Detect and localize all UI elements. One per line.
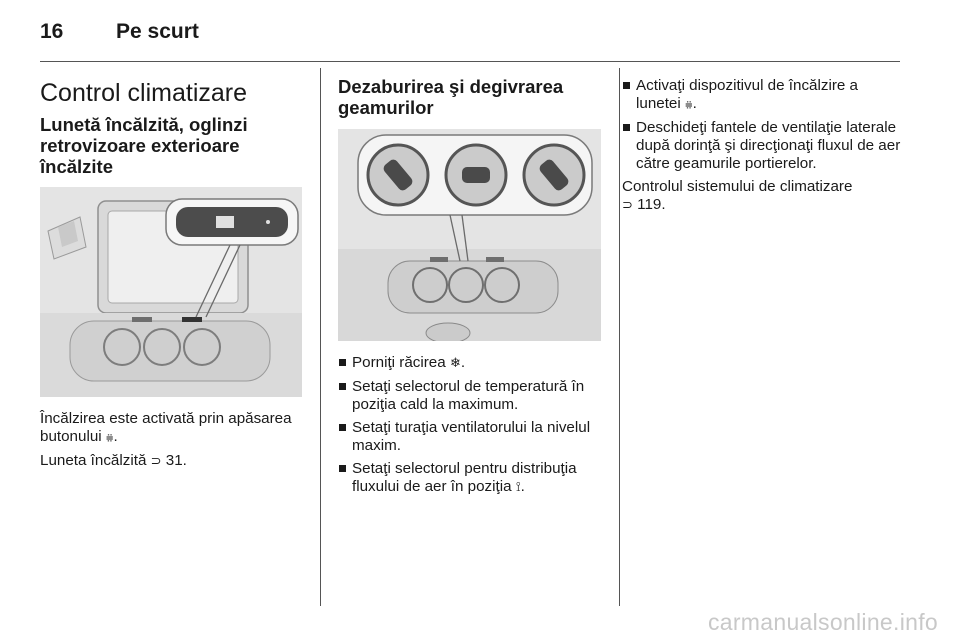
page-reference-icon: ⊃	[150, 454, 162, 469]
bullet-marker	[339, 424, 346, 431]
steps-list	[338, 354, 604, 497]
page-number: 16	[40, 20, 64, 43]
list-item: Activaţi dispozitivul de încălzire a lunetei ⩷.	[622, 77, 904, 114]
list-item: Setaţi selectorul de temperatură în poziţia cald la maximum.	[338, 378, 604, 414]
bullet-marker	[339, 383, 346, 390]
steps-list	[622, 77, 904, 173]
page-header	[40, 18, 900, 48]
paragraph: Luneta încălzită ⊃ 31.	[40, 452, 187, 469]
list-item: Setaţi selectorul pentru distribuţia fluxului de aer în poziţia ⟟.	[338, 460, 604, 497]
column-divider	[320, 68, 321, 606]
header-rule	[40, 61, 900, 62]
rear-window-heat-icon: ⩷	[105, 430, 114, 445]
subsection-title: Lunetă încălzită, oglinzi retrovizoare exterioare încălzite	[40, 114, 248, 177]
column-2	[338, 72, 604, 502]
bullet-marker	[339, 465, 346, 472]
column-divider	[619, 68, 620, 606]
list-item: Porniţi răcirea ❄.	[338, 354, 604, 373]
snowflake-icon: ❄	[449, 356, 461, 371]
paragraph: Încălzirea este activată prin apăsarea butonului ⩷.	[40, 410, 292, 445]
section-title: Dezaburirea şi degivrarea geamurilor	[338, 76, 564, 118]
paragraph: Controlul sistemului de climatizare ⊃ 119.	[622, 178, 853, 213]
climate-controls-illustration	[338, 129, 601, 341]
list-item: Setaţi turaţia ventilatorului la nivelul maxim.	[338, 419, 604, 455]
running-title: Pe scurt	[116, 20, 199, 43]
list-item: Deschideţi fantele de ventilaţie laterale după dorinţă şi direcţionaţi fluxul de aer către geamurile portierelor.	[622, 119, 904, 173]
bullet-marker	[623, 82, 630, 89]
section-title: Control climatizare	[40, 79, 248, 107]
bullet-marker	[623, 124, 630, 131]
column-1	[40, 72, 302, 476]
column-3	[622, 77, 904, 220]
rear-window-heat-icon: ⩷	[685, 97, 693, 112]
page-reference-icon: ⊃	[622, 198, 633, 213]
dashboard-illustration	[40, 187, 302, 397]
windscreen-airflow-icon: ⟟	[515, 480, 521, 495]
bullet-marker	[339, 359, 346, 366]
watermark: carmanualsonline.info	[707, 609, 938, 635]
